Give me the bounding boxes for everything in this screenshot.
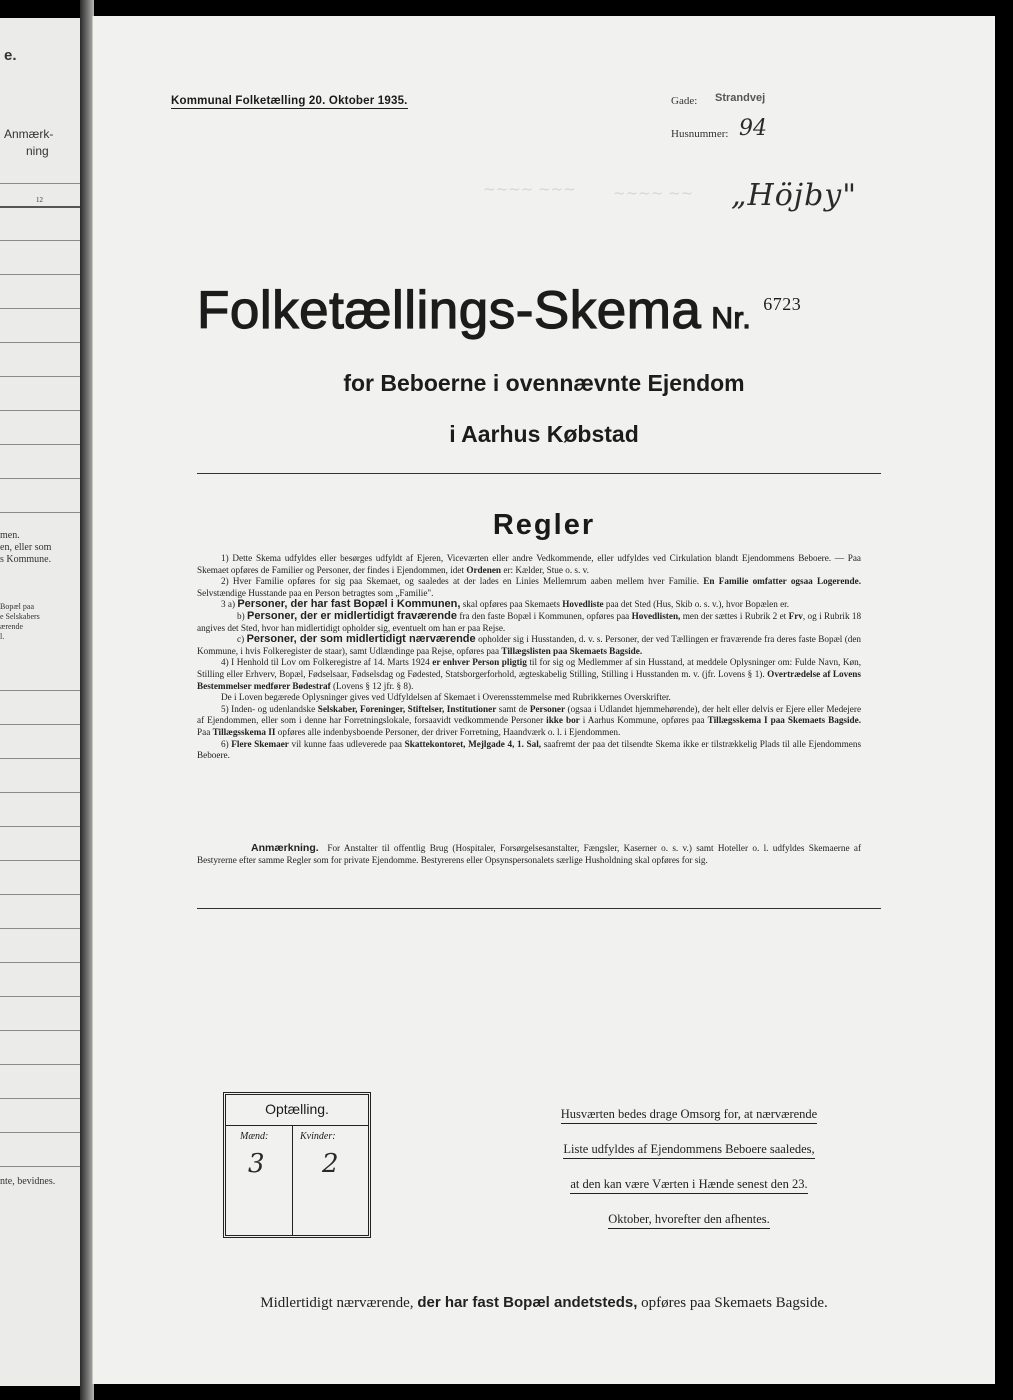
rule-1: 1) Dette Skema udfyldes eller besørges udfyldt af Ejeren, Viceværten eller andre Vedkommende, eller udfyldes ved Cirkulation blandt Ejendommens Beboere. — Paa Skemaet opføres de Familier og Personer, der findes i Ejendommen, idet Ordenen er: Kælder, Stue o. s. v. — [197, 553, 861, 575]
left-text-line: s Kommune. — [0, 554, 52, 565]
rule-3b: b) Personer, der er midlertidigt fraværende fra den faste Bopæl i Kommunen, opføres paa Hovedlisten, men der sættes i Rubrik 2 et Frv, og i Rubrik 18 angives det Sted, hvor han midlertidigt opholder sig, eventuelt om han er paa Rejse. — [197, 609, 862, 633]
form-subtitle-1: for Beboerne i ovennævnte Ejendom — [343, 370, 745, 396]
rule-2: 2) Hver Familie opføres for sig paa Skemaet, og saaledes at der lades en Linies Mellemrum aaben mellem hver Familie. En Familie omfatter ogsaa Logerende. Selvstændige Husstande paa en Person betragtes som „Familie". — [197, 576, 861, 598]
kvinder-label: Kvinder: — [300, 1131, 336, 1142]
divider-line — [197, 908, 881, 909]
notice-line: Husværten bedes drage Omsorg for, at nærværende — [561, 1105, 818, 1124]
left-col-number: 12 — [36, 196, 43, 204]
gade-label: Gade: — [671, 95, 698, 107]
footer-note — [93, 1294, 995, 1312]
footer-part3: opføres paa Skemaets Bagside. — [641, 1295, 828, 1311]
census-form-page — [92, 16, 995, 1384]
husnummer-label: Husnummer: — [671, 128, 729, 140]
rule-5: 5) Inden- og udenlandske Selskaber, Foreninger, Stiftelser, Institutioner samt de Personer (ogsaa i Udlandet hjemmehørende), der helt eller delvis er Ejere eller Medejere af Ejendommen, eller som i denne har Forretningslokale, forsaavidt vedkommende Personer ikke bor i Aarhus Kommune, opføres paa Tillægsskema I paa Skemaets Bagside. Paa Tillægsskema II opføres alle indenbysboende Personer, der driver Forretning, Haandværk o. l. i Ejendommen. — [197, 703, 862, 737]
rule-6: 6) Flere Skemaer vil kunne faas udleverede paa Skattekontoret, Mejlgade 4, 1. Sal, saafremt der paa det tilsendte Skema ikke er tilstrækkelig Plads til alle Ejendommens Beboere. — [197, 738, 862, 761]
bleed-through-mark: ~~~~ ~~ — [613, 184, 694, 202]
handwritten-name: „Höjby" — [731, 178, 858, 213]
maend-label: Mænd: — [240, 1131, 269, 1142]
form-title-main: Folketællings-Skema — [197, 281, 702, 340]
count-title: Optælling. — [265, 1101, 329, 1117]
kvinder-value: 2 — [322, 1149, 339, 1179]
notice-line: Oktober, hvorefter den afhentes. — [608, 1210, 770, 1229]
rules-heading: Regler — [492, 509, 596, 541]
landlord-notice — [509, 1097, 869, 1237]
left-anm-line2: ning — [26, 144, 49, 158]
bleed-through-mark: ~~~~ ~~~ — [483, 180, 576, 198]
notice-line: Liste udfyldes af Ejendommens Beboere saaledes, — [563, 1140, 814, 1159]
anmaerkning-note — [197, 843, 861, 866]
left-text-line: Bopæl paa — [0, 602, 34, 611]
count-box — [223, 1092, 371, 1238]
left-text-line: en, eller som — [0, 542, 52, 553]
census-header: Kommunal Folketælling 20. Oktober 1935. — [171, 95, 408, 107]
left-text-line: men. — [0, 530, 20, 541]
anmaerkning-text: For Anstalter til offentlig Brug (Hospitaler, Forsørgelsesanstalter, Fængsler, Kaserner o. s. v.) samt Hoteller o. l. udfyldes Skemaerne af Bestyrerne efter samme Regler som for private Ejendomme. Bestyrerens eller Opsynspersonalets særlige Husholdning skal opføres for sig. — [197, 843, 862, 865]
left-page-fragment — [0, 18, 83, 1386]
left-fragment-e: e. — [4, 47, 17, 64]
form-number: 6723 — [763, 294, 802, 314]
husnummer-value: 94 — [739, 116, 767, 141]
gade-value: Strandvej — [715, 92, 766, 104]
footer-part1: Midlertidigt nærværende, — [260, 1295, 414, 1311]
rule-3a: 3 a) Personer, der har fast Bopæl i Kommunen, skal opføres paa Skemaets Hovedliste paa det Sted (Hus, Skib o. s. v.), hvor Bopælen er. — [221, 598, 790, 611]
footer-part2: der har fast Bopæl andetsteds, — [417, 1294, 638, 1311]
rule-4: 4) I Henhold til Lov om Folkeregistre af 14. Marts 1924 er enhver Person pligtig til for sig og Medlemmer af sin Husstand, at meddele Oplysninger om: Fulde Navn, Køn, Stilling eller Erhverv, Bopæl, Fødselsaar, Fødselsdag og Fødested, Statsborgerforhold, ægteskabelig Stilling, Stilling i Husstanden m. v. (jfr. Lovens § 1). Overtrædelse af Lovens Bestemmelser medfører Bødestraf (Lovens § 12 jfr. § 8). — [197, 657, 861, 691]
left-bottom-text: nte, bevidnes. — [0, 1176, 56, 1187]
rule-4-note: De i Loven begærede Oplysninger gives ved Udfyldelsen af Skemaet i Overensstemmelse med Rubrikkernes Overskrifter. — [221, 692, 671, 703]
form-title-nr: Nr. — [711, 302, 752, 335]
anmaerkning-label: Anmærkning. — [251, 842, 319, 854]
form-subtitle-2: i Aarhus Købstad — [449, 421, 639, 447]
maend-value: 3 — [248, 1149, 265, 1179]
notice-line: at den kan være Værten i Hænde senest den 23. — [570, 1175, 807, 1194]
left-text-line: ærende — [0, 622, 24, 631]
rules-text — [197, 553, 861, 762]
form-title — [197, 280, 801, 341]
left-anm-line1: Anmærk- — [4, 127, 54, 141]
rule-3c: c) Personer, der som midlertidigt nærværende opholder sig i Husstanden, d. v. s. Personer, der ved Tællingen er fraværende fra deres faste Bopæl (den Kommune, i hvis Folkeregister de staar), samt Udlændinge paa Rejse, opføres paa Tillægslisten paa Skemaets Bagside. — [197, 633, 862, 656]
divider-line — [197, 473, 881, 474]
left-text-line: l. — [0, 632, 5, 641]
left-text-line: e Selskabers — [0, 612, 40, 621]
